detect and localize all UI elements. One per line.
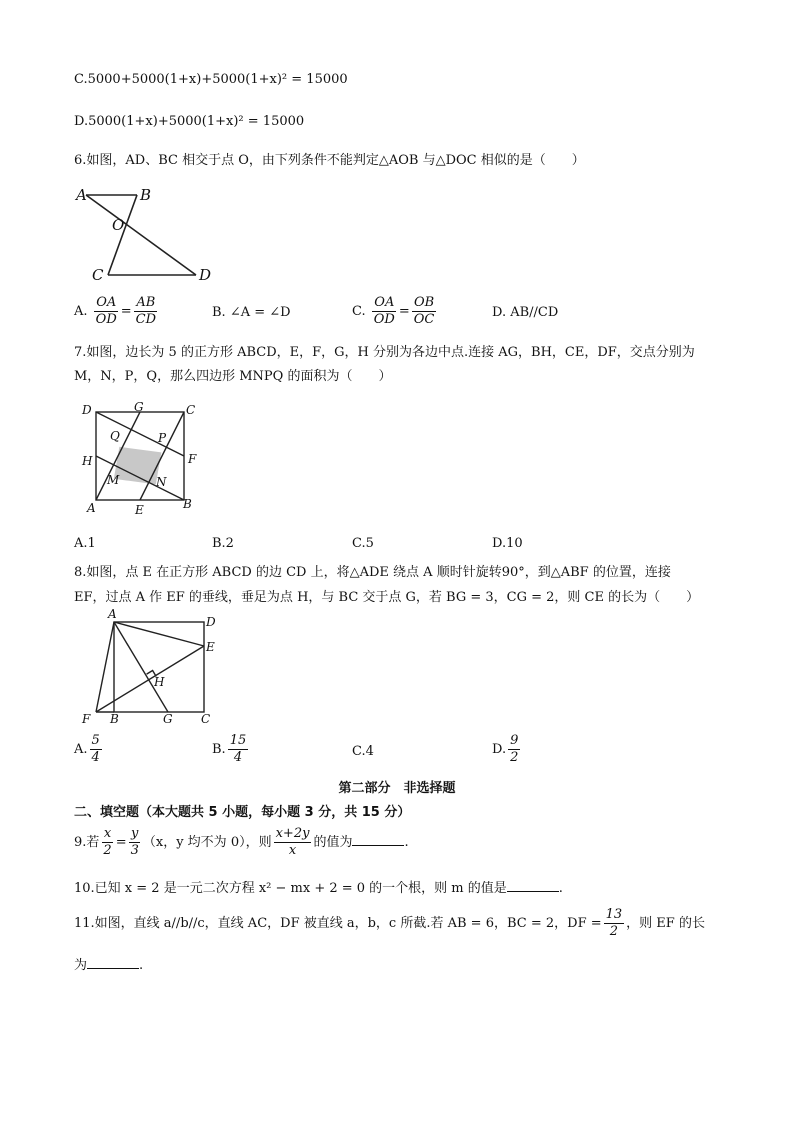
- part2-section-heading: 二、填空题（本大题共 5 小题，每小题 3 分，共 15 分）: [74, 805, 411, 820]
- q6-option-c: C. $\frac{OA}{OD}$ = $\frac{OB}{OC}$: [352, 295, 435, 327]
- q7-label-m: M: [107, 473, 120, 487]
- q6-option-c-frac2: [412, 295, 437, 328]
- q8-option-b-frac: [228, 733, 249, 766]
- q11-frac-den: 2: [609, 924, 619, 939]
- q9-frac-x2: [101, 826, 113, 859]
- q7-label-g: G: [134, 400, 144, 414]
- q7-option-c: C.5: [352, 536, 374, 551]
- q6-a-den2: CD: [135, 312, 157, 327]
- q9-prefix: 9.若: [74, 835, 100, 850]
- q6-label-a: A: [76, 186, 87, 204]
- q9-suffix: 的值为: [313, 835, 353, 850]
- q9-f1-num: x: [103, 826, 112, 841]
- q6-option-a-frac2: [134, 295, 158, 328]
- q6-option-c-frac1: [372, 295, 397, 328]
- q8-option-d: [492, 733, 522, 766]
- q8-b-den: 4: [233, 750, 243, 765]
- q9-f3-num: x+2y: [275, 826, 310, 841]
- q8-option-d-prefix: D.: [492, 742, 507, 757]
- q6-seg-ad: [86, 195, 196, 275]
- q6-label-b: B: [140, 186, 152, 204]
- q7-figure: [74, 400, 204, 520]
- q8-option-a-prefix: A.: [74, 742, 88, 757]
- q6-label-o: O: [112, 216, 125, 234]
- q8-label-h: H: [154, 675, 165, 689]
- q10: [74, 877, 563, 896]
- q7-stem-line2: M，N，P，Q，那么四边形 MNPQ 的面积为（ ）: [74, 369, 392, 384]
- q9-f1-den: 2: [103, 843, 112, 858]
- q8-label-c: C: [201, 712, 211, 726]
- q9-f2-den: 3: [130, 843, 139, 858]
- q8-label-f: F: [82, 712, 91, 726]
- q8-option-a: [74, 733, 104, 766]
- q8-stem-line1: 8.如图，点 E 在正方形 ABCD 的边 CD 上，将△ADE 绕点 A 顺时针旋转90°，到△ABF 的位置，连接: [74, 565, 671, 580]
- q7-shaded-mnpq: [114, 447, 162, 485]
- q11-text-after: ，则 EF 的长: [626, 916, 705, 931]
- q11-text-before: 11.如图，直线 a//b//c，直线 AC，DF 被直线 a，b，c 所截.若 AB = 6，BC = 2，DF =: [74, 916, 602, 931]
- q6-c-num1: OA: [374, 295, 395, 310]
- q8-seg-ae: [114, 622, 204, 646]
- q8-b-num: 15: [229, 733, 247, 748]
- q11-frac: [604, 907, 625, 940]
- q6-label-d: D: [199, 266, 212, 284]
- q6-c-den2: OC: [413, 312, 435, 327]
- q8-label-d: D: [206, 615, 216, 629]
- q6-c-num2: OB: [413, 295, 435, 310]
- q9-eq: =: [115, 835, 127, 850]
- q8-a-den: 4: [91, 750, 100, 765]
- q8-stem-line2: EF，过点 A 作 EF 的垂线，垂足为点 H，与 BC 交于点 G，若 BG = 3，CG = 2，则 CE 的长为（ ）: [74, 590, 700, 605]
- q6-label-c: C: [92, 266, 104, 284]
- q7-option-a: A.1: [74, 536, 96, 551]
- option-d-prev: D.5000(1+x)+5000(1+x)² = 15000: [74, 114, 305, 129]
- q6-option-a: A. $\frac{OA}{OD}$ = $\frac{AB}{CD}$: [74, 295, 157, 327]
- q7-label-p: P: [158, 431, 167, 445]
- q8-option-b-prefix: B.: [212, 742, 226, 757]
- q6-a-num1: OA: [96, 295, 117, 310]
- q10-end: .: [558, 881, 563, 896]
- q7-label-b: B: [183, 497, 192, 511]
- q6-option-d: D. AB//CD: [492, 305, 559, 320]
- q8-label-e: E: [206, 640, 215, 654]
- q6-a-num2: AB: [136, 295, 156, 310]
- q7-option-b: B.2: [212, 536, 234, 551]
- q8-a-num: 5: [91, 733, 100, 748]
- q11-end: .: [139, 958, 144, 973]
- q9-f3-den: x: [288, 843, 297, 858]
- q11-line2: [74, 954, 143, 973]
- q9-mid: （x，y 均不为 0），则: [142, 835, 272, 850]
- q8-option-d-frac: [508, 733, 520, 766]
- q7-label-d: D: [82, 403, 92, 417]
- q11-answer-blank: [87, 956, 139, 969]
- q8-seg-ag: [114, 622, 168, 712]
- q8-seg-fe: [96, 646, 204, 712]
- q6-option-b: B. ∠A = ∠D: [212, 305, 291, 320]
- q8-label-a: A: [108, 607, 117, 621]
- q8-square: [114, 622, 204, 712]
- q8-d-num: 9: [510, 733, 519, 748]
- q9-frac-y3: [129, 826, 141, 859]
- q6-seg-bc: [108, 195, 137, 275]
- q6-option-a-prefix: A.: [74, 304, 88, 319]
- q7-label-q: Q: [110, 429, 120, 443]
- q7-label-n: N: [156, 475, 167, 489]
- q10-answer-blank: [507, 879, 559, 892]
- q8-option-b: [212, 733, 250, 766]
- q7-label-h: H: [82, 454, 93, 468]
- option-c-prev: C.5000+5000(1+x)+5000(1+x)² = 15000: [74, 72, 348, 87]
- q6-c-den1: OD: [373, 312, 395, 327]
- q11-line1: [74, 907, 705, 940]
- q7-label-f: F: [188, 452, 197, 466]
- q8-label-b: B: [110, 712, 119, 726]
- q8-figure: [74, 606, 224, 731]
- q7-label-a: A: [87, 501, 96, 515]
- q8-option-c: C.4: [352, 744, 374, 759]
- part2-title: 第二部分 非选择题: [338, 781, 456, 796]
- q8-label-g: G: [163, 712, 173, 726]
- q6-figure: [74, 180, 224, 285]
- q6-option-a-frac1: [94, 295, 119, 328]
- q7-label-c: C: [186, 403, 196, 417]
- q11-frac-num: 13: [605, 907, 623, 922]
- q9-frac-expr: [274, 826, 312, 859]
- q9-end: .: [404, 835, 409, 850]
- q7-option-d: D.10: [492, 536, 523, 551]
- q6-option-c-prefix: C.: [352, 304, 366, 319]
- q6-a-den1: OD: [95, 312, 117, 327]
- q10-text: 10.已知 x = 2 是一元二次方程 x² − mx + 2 = 0 的一个根，则 m 的值是: [74, 881, 507, 896]
- q6-stem: 6.如图，AD、BC 相交于点 O，由下列条件不能判定△AOB 与△DOC 相似的是（ ）: [74, 153, 585, 168]
- q8-seg-af: [96, 622, 114, 712]
- q8-d-den: 2: [510, 750, 519, 765]
- q9-f2-num: y: [131, 826, 139, 841]
- q9-answer-blank: [352, 833, 404, 846]
- q7-stem-line1: 7.如图，边长为 5 的正方形 ABCD，E，F，G，H 分别为各边中点.连接 AG，BH，CE，DF，交点分别为: [74, 345, 695, 360]
- q9: [74, 826, 409, 859]
- q11-line2-text: 为: [74, 958, 88, 973]
- q8-option-a-frac: [90, 733, 102, 766]
- q7-label-e: E: [135, 503, 144, 517]
